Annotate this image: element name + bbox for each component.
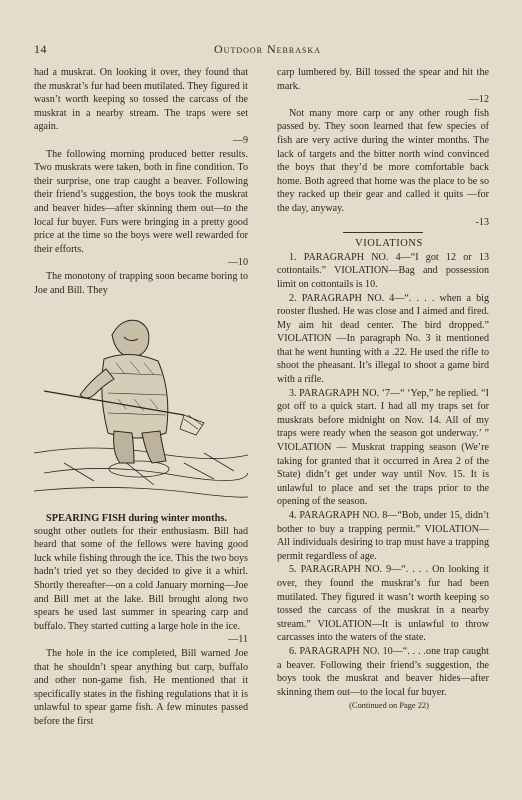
section-divider bbox=[343, 232, 423, 233]
paragraph: sought other outlets for their enthusiasm. Bill had heard that some of the fellows were having good luck while fishing through the ice. This the two boys hadn’t tried yet so they decided to give it a whirl. Shortly thereafter—on a cold January morning—Joe and Bill met at the lake. Bill brought along two spears he used last summer in spearing carp and buffalo. They started cutting a large hole in the ice. bbox=[34, 525, 248, 632]
page-number: 14 bbox=[34, 42, 47, 56]
paragraph: had a muskrat. On looking it over, they found that the muskrat’s fur had been mutilated. They figured it wasn’t worth keeping so tossed the carcass of the muskrat in a nearby stream. The traps were set again. bbox=[34, 67, 248, 133]
continued-note: (Continued on Page 22) bbox=[349, 701, 429, 711]
violation-item: 1. PARAGRAPH NO. 4—“I got 12 or 13 cottontails.” VIOLATION—Bag and possession limit on cottontails is 10. bbox=[277, 251, 489, 290]
paragraph: The following morning produced better results. Two muskrats were taken, both in fine condition. To their surprise, one trap caught a beaver. Following their friend’s suggestion, the boys took the muskrat and beaver hides—after skinning them out—to the local fur buyer. Furs were bringing in a pretty good price at the time so the boys were well rewarded for their efforts. bbox=[34, 148, 248, 255]
paragraph-number: -13 bbox=[475, 216, 489, 228]
paragraph: The hole in the ice completed, Bill warned Joe that he shouldn’t spear anything but carp, buffalo and other non-game fish. He mentioned that it specifically states in the fishing regulations that it is unlawful to spear game fish. A few minutes passed before the first bbox=[34, 648, 248, 727]
violation-item: 4. PARAGRAPH NO. 8—“Bob, under 15, didn’t bother to buy a trapping permit.” VIOLATION—All individuals desiring to trap must have a trapping permit regardless of age. bbox=[277, 510, 489, 562]
violation-item: 3. PARAGRAPH NO. ‘7—“ ‘Yep,” he replied. “I got off to a quick start. I had all my traps set for muskrats before midnight on Nov. 14. All of my traps were ready when the season got underway.’ ” VIOLATION — Muskrat trapping season (We’re taking for granted that it occurred in Area 2 of the State) didn’t get under way until Nov. 15. It is unlawful to place and set the traps prior to the opening of the season. bbox=[277, 387, 489, 508]
violation-item: 6. PARAGRAPH NO. 10—“. . . .one trap caught a beaver. Following their friend’s suggestion, the boys took the muskrat and beaver hides—after skinning them out—to the local fur buyer. bbox=[277, 645, 489, 698]
paragraph: Not many more carp or any other rough fish passed by. They soon learned that few species of fish are very active during the winter months. The lack of targets and the bitter north wind convinced the boys that they’d be more comfortable back home. Both agreed that home was the place to be so they racked up their gear and called it quits —for the day, anyway. bbox=[277, 107, 489, 214]
right-column bbox=[277, 66, 489, 713]
paragraph-number: —9 bbox=[232, 134, 248, 146]
paragraph: The monotony of trapping soon became boring to Joe and Bill. They bbox=[34, 270, 248, 296]
journal-title: Outdoor Nebraska bbox=[214, 42, 322, 56]
violation-item: 5. PARAGRAPH NO. 9—“. . . . On looking it over, they found the muskrat’s fur had been mutilated. They figured it wasn’t worth keeping so tossed the carcass of the muskrat in a nearby stream.” VIOLATION—It is unlawful to throw carcasses into the waters of the state. bbox=[277, 564, 489, 644]
left-column bbox=[34, 66, 248, 729]
paragraph-number: —10 bbox=[227, 257, 248, 269]
violation-item: 2. PARAGRAPH NO. 4—“. . . . when a big rooster flushed. He was close and I aimed and fired. My aim hit dead center. The bird dropped.” VIOLATION —In paragraph No. 3 it mentioned that he went hunting with a .22. He used the rifle to shoot the pheasant. It’s illegal to shoot a game bird with a rifle. bbox=[277, 292, 489, 386]
page-header bbox=[34, 42, 488, 58]
paragraph-number: —11 bbox=[228, 634, 248, 646]
section-heading: VIOLATIONS bbox=[355, 238, 423, 250]
paragraph: carp lumbered by. Bill tossed the spear and hit the mark. bbox=[277, 67, 489, 92]
illustration-caption: SPEARING FISH during winter months. bbox=[46, 512, 227, 524]
ice-fishing-illustration bbox=[34, 303, 248, 503]
paragraph-number: —12 bbox=[468, 94, 489, 106]
